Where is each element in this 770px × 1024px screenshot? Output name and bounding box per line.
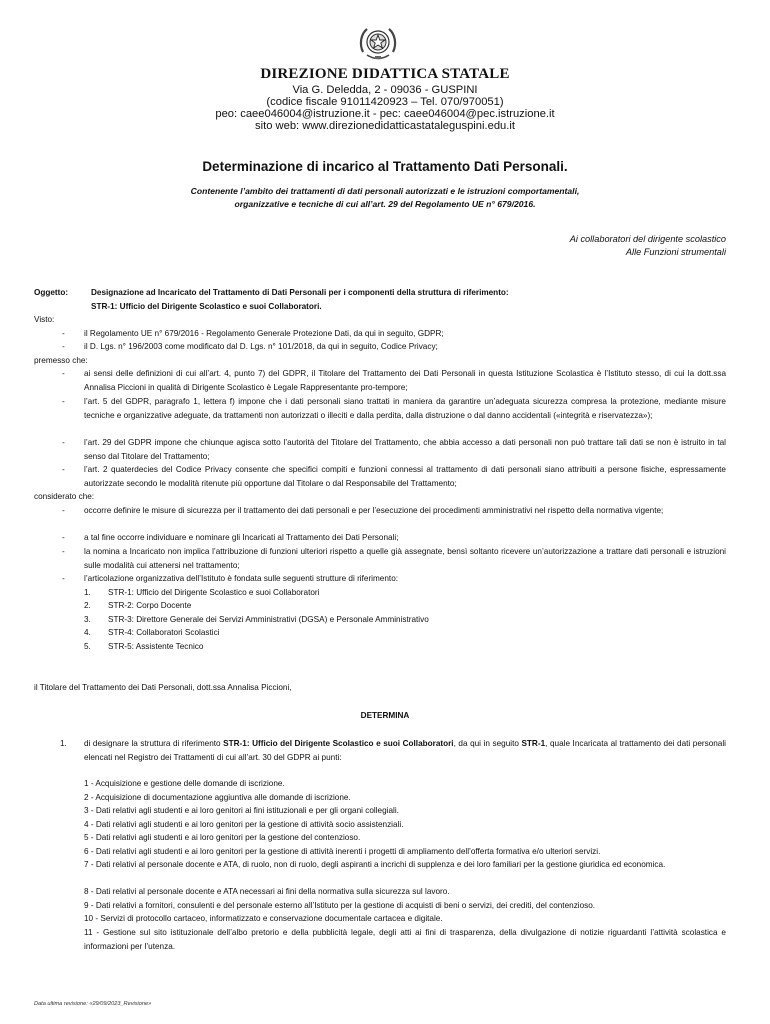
register-point: 8 - Dati relativi al personale docente e ATA necessari ai fini della normativa sulla sicurezza sul lavoro. (84, 887, 450, 896)
structure-item: STR-2: Corpo Docente (108, 601, 192, 610)
register-point: 4 - Dati relativi agli studenti e ai loro genitori per la gestione di attività socio assistenziali. (84, 820, 404, 829)
premesso-label: premesso che: (34, 356, 88, 365)
structure-number: 2. (84, 601, 91, 610)
document-subtitle (0, 185, 770, 211)
subject-text (91, 286, 731, 313)
school-website: sito web: www.direzionedidatticastataleguspini.edu.it (255, 120, 515, 132)
determina-heading: DETERMINA (360, 711, 410, 720)
register-point: 7 - Dati relativi al personale docente e ATA, di ruolo, non di ruolo, degli aspiranti a incrichi di supplenza e dei loro familiari per la gestione giuridica ed economica. (84, 860, 666, 869)
determina-point-number: 1. (60, 739, 67, 748)
register-point: 11 - Gestione sul sito istituzionale dell’albo pretorio e della pubblicità legale, degli atti ai fini di trasparenza, della divulgazione di notizie riguardanti l’attività scolastica e informazioni per l’utenza. (84, 928, 726, 951)
visto-item: il D. Lgs. n° 196/2003 come modificato dal D. Lgs. n° 101/2018, da qui in seguito, Codice Privacy; (84, 342, 438, 351)
document-title: Determinazione di incarico al Trattamento Dati Personali. (202, 159, 568, 174)
structure-item: STR-1: Ufficio del Dirigente Scolastico e suoi Collaboratori (108, 588, 320, 597)
school-emails: peo: caee046004@istruzione.it - pec: caee046004@pec.istruzione.it (215, 108, 555, 120)
addressee-line: Alle Funzioni strumentali (625, 247, 726, 257)
bullet-dash: - (62, 547, 65, 556)
bullet-dash: - (62, 506, 65, 515)
italian-republic-emblem-icon (357, 22, 399, 64)
register-point: 1 - Acquisizione e gestione delle domande di iscrizione. (84, 779, 285, 788)
register-point: 6 - Dati relativi agli studenti e ai loro genitori per la gestione di attività inerenti i progetti di ampliamento dell’offerta formativa e/o ulteriori servizi. (84, 847, 601, 856)
bullet-dash: - (62, 574, 65, 583)
structure-number: 4. (84, 628, 91, 637)
revision-footer: Data ultima revisione: «29/09/2023_Revisione» (34, 1001, 152, 1007)
bullet-dash: - (62, 369, 65, 378)
considerato-item: la nomina a Incaricato non implica l’attribuzione di funzioni ulteriori rispetto a quelle già assegnate, bensì soltanto ricevere un’autorizzazione a trattare dati personali e istruzioni sulle modalità cui attenersi nel trattamento; (84, 547, 726, 570)
visto-item: il Regolamento UE n° 679/2016 - Regolamento Generale Protezione Dati, da qui in seguito, GDPR; (84, 329, 444, 338)
subject-line: STR-1: Ufficio del Dirigente Scolastico e suoi Collaboratori. (91, 301, 322, 311)
bullet-dash: - (62, 329, 65, 338)
structure-item: STR-3: Direttore Generale dei Servizi Amministrativi (DGSA) e Personale Amministrativo (108, 615, 429, 624)
register-point: 2 - Acquisizione di documentazione aggiuntiva alle domande di iscrizione. (84, 793, 351, 802)
structure-item: STR-5: Assistente Tecnico (108, 642, 204, 651)
determina-point-text (84, 737, 726, 764)
school-name: DIREZIONE DIDATTICA STATALE (260, 66, 510, 82)
structure-number: 3. (84, 615, 91, 624)
structure-number: 1. (84, 588, 91, 597)
subtitle-line: Contenente l’ambito dei trattamenti di dati personali autorizzati e le istruzioni comportamentali, (190, 186, 580, 196)
bullet-dash: - (62, 342, 65, 351)
subject-label: Oggetto: (34, 288, 69, 297)
visto-label: Visto: (34, 315, 55, 324)
register-point: 10 - Servizi di protocollo cartaceo, informatizzato e conservazione documentale cartacea e digitale. (84, 914, 443, 923)
considerato-item: a tal fine occorre individuare e nominare gli Incaricati al Trattamento dei Dati Personali; (84, 533, 399, 542)
bullet-dash: - (62, 533, 65, 542)
considerato-label: considerato che: (34, 492, 95, 501)
considerato-item: l’articolazione organizzativa dell’Istituto è fondata sulle seguenti strutture di riferimento: (84, 574, 399, 583)
premesso-item: l’art. 2 quaterdecies del Codice Privacy consente che specifici compiti e funzioni connessi al trattamento di dati personali siano attribuiti a persone fisiche, espressamente autorizzate secondo le modalità ritenute più opportune dal Titolare o dal Responsabile del Trattamento; (84, 465, 726, 488)
register-point: 5 - Dati relativi agli studenti e ai loro genitori per la gestione del contenzioso. (84, 833, 361, 842)
bullet-dash: - (62, 397, 65, 406)
determina-text-part: , quale Incaricata al trattamento dei dati personali elencati nel Registro dei Trattamenti di cui all’art. 30 del GDPR ai punti: (84, 739, 727, 762)
premesso-item: l’art. 29 del GDPR impone che chiunque agisca sotto l’autorità del Titolare del Trattamento, che abbia accesso a dati personali non può trattare tali dati se non è istruito in tal senso dal Titolare del Trattamento; (84, 438, 726, 461)
determina-text-part: di designare la struttura di riferimento (84, 739, 224, 748)
structure-name-bold: STR-1: Ufficio del Dirigente Scolastico e suoi Collaboratori (223, 739, 454, 748)
bullet-dash: - (62, 465, 65, 474)
structure-number: 5. (84, 642, 91, 651)
school-address: Via G. Deledda, 2 - 09036 - GUSPINI (292, 84, 478, 96)
subtitle-line: organizzative e tecniche di cui all’art. 29 del Regolamento UE n° 679/2016. (234, 199, 536, 209)
premesso-item: ai sensi delle definizioni di cui all’art. 4, punto 7) del GDPR, il Titolare del Trattamento dei Dati Personali in questa Istituzione Scolastica è l’Istituto stesso, di cui la dott.ssa Annalisa Piccioni in qualità di Dirigente Scolastico è Legale Rappresentante pro-tempore; (84, 369, 726, 392)
addressee-line: Ai collaboratori del dirigente scolastico (569, 234, 726, 244)
structure-code-bold: STR-1 (521, 739, 546, 748)
subject-line: Designazione ad Incaricato del Trattamento di Dati Personali per i componenti della struttura di riferimento: (91, 288, 509, 297)
considerato-item: occorre definire le misure di sicurezza per il trattamento dei dati personali e per l’esecuzione dei procedimenti amministrativi nel rispetto della normativa vigente; (84, 506, 664, 515)
bullet-dash: - (62, 438, 65, 447)
school-fiscal-code: (codice fiscale 91011420923 – Tel. 070/970051) (266, 96, 504, 108)
premesso-item: l’art. 5 del GDPR, paragrafo 1, lettera f) impone che i dati personali siano trattati in maniera da garantire un’adeguata sicurezza compresa la protezione, mediante misure tecniche e organizzative adeguate, da trattamenti non autorizzati o illeciti e dalla perdita, dalla distruzione o dal danno accidentali («integrità e riservatezza»); (84, 397, 726, 420)
determina-text-part: , da qui in seguito (453, 739, 522, 748)
register-point: 3 - Dati relativi agli studenti e ai loro genitori ai fini istituzionali e per gli organi collegiali. (84, 806, 399, 815)
structure-item: STR-4: Collaboratori Scolastici (108, 628, 220, 637)
titolare-statement: il Titolare del Trattamento dei Dati Personali, dott.ssa Annalisa Piccioni, (34, 683, 292, 692)
register-point: 9 - Dati relativi a fornitori, consulenti e del personale esterno all’Istituto per la gestione di acquisti di beni o servizi, dei crediti, del contenzioso. (84, 901, 596, 910)
